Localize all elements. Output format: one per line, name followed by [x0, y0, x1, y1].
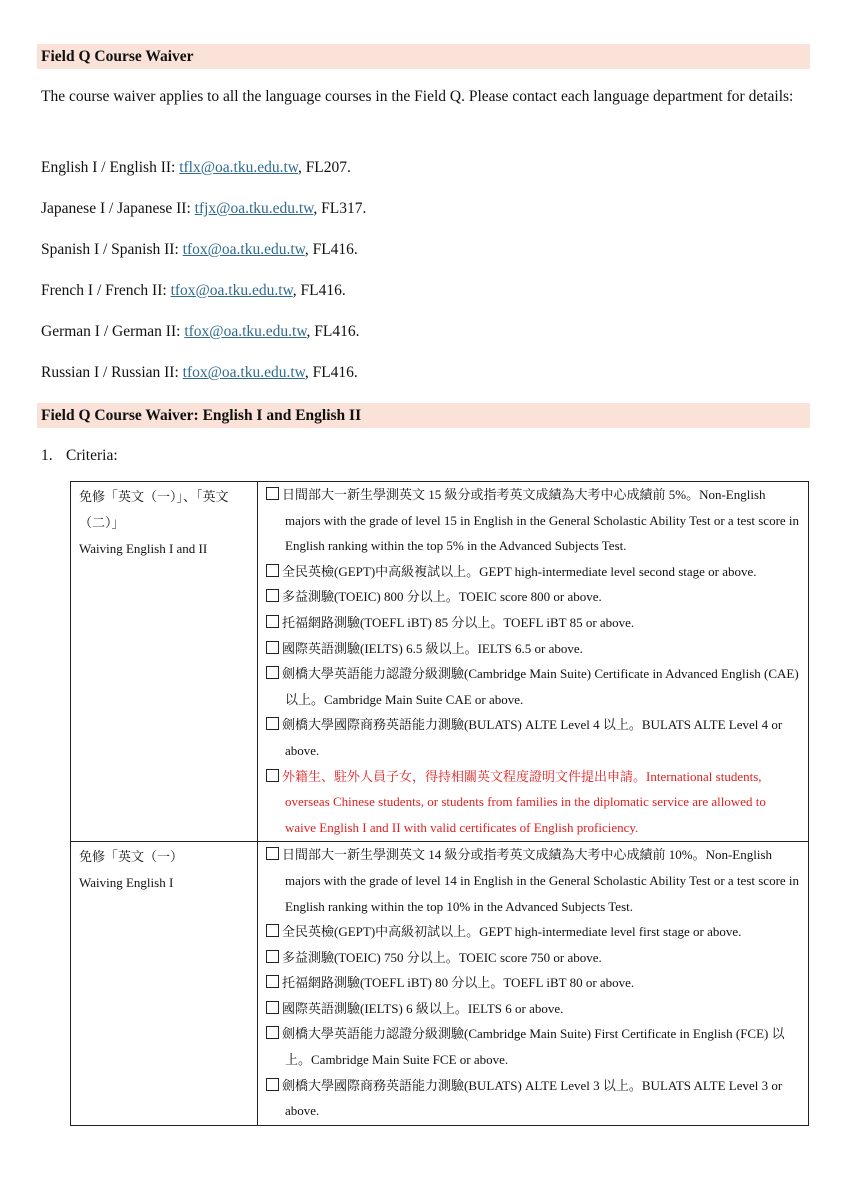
criteria-text: Criteria:	[66, 447, 118, 464]
criterion-text: 托福網路測驗(TOEFL iBT) 85 分以上。TOEFL iBT 85 or above.	[282, 614, 635, 630]
course-name: Spanish I / Spanish II:	[41, 241, 183, 258]
criterion-text: 劍橋大學國際商務英語能力測驗(BULATS) ALTE Level 3 以上。BULATS ALTE Level 3 or above.	[282, 1077, 783, 1119]
criterion-text: 全民英檢(GEPT)中高級複試以上。GEPT high-intermediate level second stage or above.	[282, 563, 757, 579]
contact-line-french	[41, 281, 346, 301]
criterion-text: 日間部大一新生學測英文 15 級分或指考英文成績為大考中心成績前 5%。Non-English majors with the grade of level 15 in English in the General Scholastic Ability Test or a test score in English ranking within the top 5% in the Advanced Subjects Test.	[282, 487, 800, 554]
waiver-type-zh: 免修「英文（一）	[79, 849, 184, 865]
criterion-item	[266, 712, 800, 763]
room-number: , FL416.	[304, 241, 358, 258]
contact-line-russian	[41, 363, 358, 383]
criterion-item	[266, 919, 800, 945]
room-number: , FL317.	[313, 200, 367, 217]
criterion-item	[266, 1021, 800, 1072]
criterion-item	[266, 1073, 800, 1124]
intro-paragraph: The course waiver applies to all the language courses in the Field Q. Please contact each language department for details:	[41, 88, 794, 105]
table-row	[71, 842, 809, 1126]
course-name: German I / German II:	[41, 323, 185, 340]
checkbox[interactable]	[266, 564, 279, 577]
waiver-type-cell	[71, 842, 258, 1126]
criterion-text: 全民英檢(GEPT)中高級初試以上。GEPT high-intermediate level first stage or above.	[282, 924, 742, 940]
contact-line-spanish	[41, 240, 358, 260]
criterion-item	[266, 996, 800, 1022]
course-name: English I / English II:	[41, 159, 180, 176]
criterion-text: 外籍生、駐外人員子女，得持相關英文程度證明文件提出申請。International students, overseas Chinese students, or students from families in the diplomatic service are allowed to waive English I and II with valid certificates of English proficiency.	[282, 768, 766, 835]
table-row	[71, 482, 809, 842]
criteria-table	[70, 481, 809, 1126]
criterion-text: 托福網路測驗(TOEFL iBT) 80 分以上。TOEFL iBT 80 or above.	[282, 975, 635, 991]
section-heading-english-waiver: Field Q Course Waiver: English I and English II	[37, 403, 810, 428]
list-number: 1.	[41, 447, 53, 464]
email-link[interactable]: tfox@oa.tku.edu.tw	[182, 364, 305, 381]
criterion-item	[266, 970, 800, 996]
course-name: Russian I / Russian II:	[41, 364, 183, 381]
checkbox[interactable]	[266, 1026, 279, 1039]
criterion-text: 劍橋大學英語能力認證分級測驗(Cambridge Main Suite) Certificate in Advanced English (CAE)以上。Cambridge Main Suite CAE or above.	[282, 666, 799, 707]
criterion-text: 劍橋大學英語能力認證分級測驗(Cambridge Main Suite) First Certificate in English (FCE) 以上。Cambridge Main Suite FCE or above.	[282, 1026, 785, 1068]
waiver-type-cell	[71, 482, 258, 842]
criterion-text: 國際英語測驗(IELTS) 6 級以上。IELTS 6 or above.	[282, 1000, 564, 1016]
criterion-text: 多益測驗(TOEIC) 800 分以上。TOEIC score 800 or above.	[282, 589, 602, 605]
email-link[interactable]: tfjx@oa.tku.edu.tw	[194, 200, 314, 217]
checkbox[interactable]	[266, 641, 279, 654]
checkbox[interactable]	[266, 666, 279, 679]
criterion-item	[266, 842, 800, 919]
checkbox[interactable]	[266, 924, 279, 937]
section-heading-course-waiver: Field Q Course Waiver	[37, 44, 810, 69]
criterion-item	[266, 636, 800, 662]
checkbox[interactable]	[266, 950, 279, 963]
criterion-text: 國際英語測驗(IELTS) 6.5 級以上。IELTS 6.5 or above.	[282, 640, 583, 656]
room-number: , FL416.	[306, 323, 360, 340]
criterion-item	[266, 482, 800, 559]
email-link[interactable]: tflx@oa.tku.edu.tw	[179, 159, 298, 176]
contact-line-english	[41, 158, 351, 178]
checkbox[interactable]	[266, 589, 279, 602]
checkbox[interactable]	[266, 615, 279, 628]
room-number: , FL416.	[292, 282, 346, 299]
criteria-list-cell	[258, 842, 809, 1126]
criterion-item	[266, 559, 800, 585]
checkbox[interactable]	[266, 975, 279, 988]
criteria-label	[41, 446, 118, 466]
contact-line-japanese	[41, 199, 366, 219]
waiver-type-en: Waiving English I	[79, 875, 174, 891]
email-link[interactable]: tfox@oa.tku.edu.tw	[184, 323, 307, 340]
waiver-type-en: Waiving English I and II	[79, 541, 208, 556]
criterion-item	[266, 610, 800, 636]
email-link[interactable]: tfox@oa.tku.edu.tw	[170, 282, 293, 299]
criterion-text: 多益測驗(TOEIC) 750 分以上。TOEIC score 750 or above.	[282, 949, 602, 965]
checkbox[interactable]	[266, 769, 279, 782]
criteria-list-cell	[258, 482, 809, 842]
criterion-item	[266, 584, 800, 610]
course-name: French I / French II:	[41, 282, 171, 299]
room-number: , FL207.	[297, 159, 351, 176]
room-number: , FL416.	[304, 364, 358, 381]
criterion-item	[266, 945, 800, 971]
criterion-item-international	[266, 764, 800, 841]
checkbox[interactable]	[266, 717, 279, 730]
criterion-item	[266, 661, 800, 712]
course-name: Japanese I / Japanese II:	[41, 200, 195, 217]
checkbox[interactable]	[266, 1001, 279, 1014]
checkbox[interactable]	[266, 1078, 279, 1091]
criterion-text: 日間部大一新生學測英文 14 級分或指考英文成績為大考中心成績前 10%。Non-English majors with the grade of level 14 in English in the General Scholastic Ability Test or a test score in English ranking within the top 10% in the Advanced Subjects Test.	[282, 847, 800, 914]
email-link[interactable]: tfox@oa.tku.edu.tw	[182, 241, 305, 258]
checkbox[interactable]	[266, 847, 279, 860]
contact-line-german	[41, 322, 359, 342]
waiver-type-zh: 免修「英文（一）」、「英文（二）」	[79, 489, 229, 530]
criterion-text: 劍橋大學國際商務英語能力測驗(BULATS) ALTE Level 4 以上。BULATS ALTE Level 4 or above.	[282, 717, 783, 758]
checkbox[interactable]	[266, 487, 279, 500]
